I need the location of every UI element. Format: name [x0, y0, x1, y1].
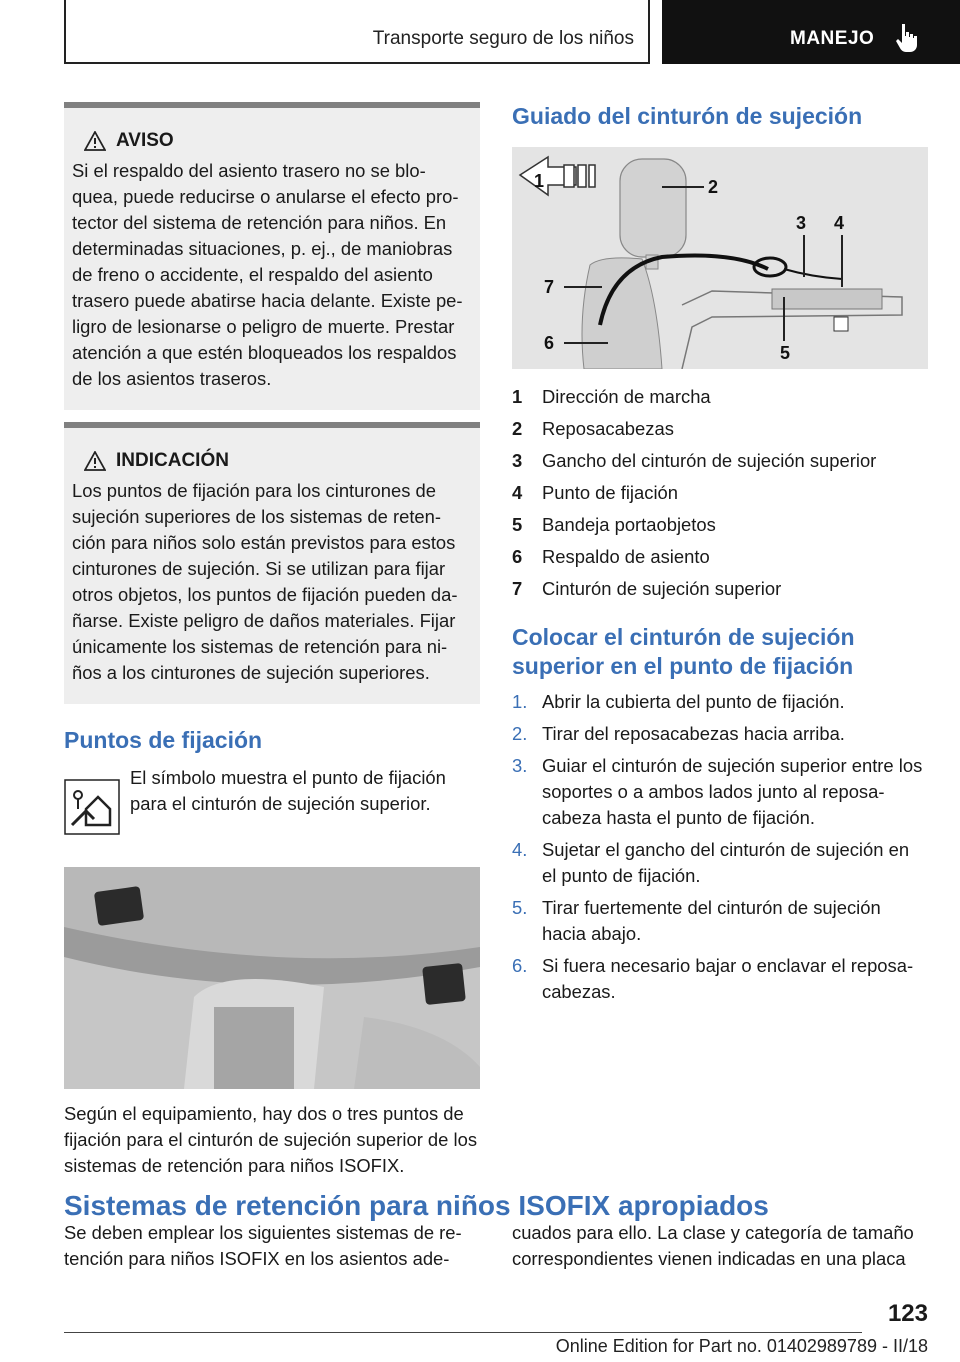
aviso-header: [84, 130, 466, 152]
symbol-row: [64, 765, 480, 835]
legend-number: 5: [512, 514, 523, 535]
list-item: [512, 953, 928, 1005]
legend-text: Reposacabezas: [542, 418, 674, 439]
legend-item: [512, 477, 928, 509]
left-column: [64, 102, 480, 1179]
indicacion-title: INDICACIÓN: [116, 450, 229, 471]
sistemas-text-right: cuados para ello. La clase y categoría de tamaño correspondientes vienen indicadas en una placa: [512, 1222, 914, 1269]
step-text: Tirar del reposacabezas hacia arriba.: [542, 723, 845, 744]
legend-item: [512, 413, 928, 445]
list-item: [512, 721, 928, 747]
diagram-label-6: 6: [544, 333, 555, 353]
legend-item: [512, 509, 928, 541]
step-number: 4.: [512, 839, 528, 860]
diagram-label-1: 1: [534, 171, 545, 191]
step-text: Guiar el cinturón de sujeción superior entre los soportes o a ambos lados junto al reposa- cabeza hasta el punto de fijación.: [542, 755, 923, 828]
legend-item: [512, 573, 928, 605]
step-number: 1.: [512, 691, 528, 712]
isofix-anchor-icon: [64, 779, 120, 835]
colocar-heading: Colocar el cinturón de sujeción superior en el punto de fijación: [512, 624, 855, 679]
header-chapter-tab: [64, 0, 650, 64]
steps-list: [512, 689, 928, 1005]
footer-divider: [64, 1332, 862, 1333]
legend-text: Gancho del cinturón de sujeción superior: [542, 450, 877, 471]
diagram-label-3: 3: [796, 213, 807, 233]
aviso-box: [64, 102, 480, 410]
footer-edition: Online Edition for Part no. 01402989789 - II/18: [555, 1336, 928, 1356]
chapter-title: Transporte seguro de los niños: [372, 28, 634, 49]
legend-text: Respaldo de asiento: [542, 546, 710, 567]
guiado-heading: Guiado del cinturón de sujeción: [512, 103, 863, 129]
aviso-text: Si el respaldo del asiento trasero no se blo- quea, puede reducirse o anularse el efecto pro- tector del sistema de retención para niños. En determinadas situaciones, p. ej., de maniobras de freno o accidente, el respaldo del asiento trasero puede abatirse hacia delante. Existe pe- ligro de lesionarse o peligro de muerte. Prestar atención a que estén bloqueados los respaldos de los asientos traseros.: [72, 160, 463, 389]
indicacion-header: [84, 450, 466, 472]
warning-triangle-icon: [84, 451, 106, 471]
hand-pointer-icon: [894, 22, 920, 52]
legend-text: Dirección de marcha: [542, 386, 711, 407]
legend-text: Punto de fijación: [542, 482, 678, 503]
list-item: [512, 837, 928, 889]
legend-item: [512, 541, 928, 573]
photo-caption: Según el equipamiento, hay dos o tres puntos de fijación para el cinturón de sujeción superior de los sistemas de retención para niños ISOFIX.: [64, 1103, 478, 1176]
step-text: Tirar fuertemente del cinturón de sujeción hacia abajo.: [542, 897, 881, 944]
right-column: [512, 102, 928, 1011]
aviso-title: AVISO: [116, 130, 174, 151]
section-label: MANEJO: [790, 28, 875, 49]
legend-number: 6: [512, 546, 523, 567]
legend-number: 2: [512, 418, 523, 439]
header-section-tab[interactable]: [662, 0, 960, 64]
list-item: [512, 895, 928, 947]
list-item: [512, 689, 928, 715]
diagram-label-7: 7: [544, 277, 555, 297]
legend-text: Bandeja portaobjetos: [542, 514, 716, 535]
diagram-legend: [512, 381, 928, 605]
legend-text: Cinturón de sujeción superior: [542, 578, 782, 599]
anchor-points-photo: [64, 867, 480, 1089]
diagram-label-4: 4: [834, 213, 845, 233]
legend-number: 3: [512, 450, 523, 471]
legend-number: 7: [512, 578, 523, 599]
sistemas-heading: Sistemas de retención para niños ISOFIX apropiados: [64, 1190, 769, 1221]
step-number: 2.: [512, 723, 528, 744]
symbol-text: El símbolo muestra el punto de fijación para el cinturón de sujeción superior.: [130, 767, 446, 814]
step-number: 6.: [512, 955, 528, 976]
legend-item: [512, 381, 928, 413]
step-text: Abrir la cubierta del punto de fijación.: [542, 691, 845, 712]
sistemas-text-left: Se deben emplear los siguientes sistemas de re- tención para niños ISOFIX en los asientos ade-: [64, 1222, 462, 1269]
indicacion-text: Los puntos de fijación para los cinturones de sujeción superiores de los sistemas de reten- ción para niños solo están previstos para estos cinturones de sujeción. Si se utilizan para fijar otros objetos, los puntos de fijación pueden da- ñarse. Existe peligro de daños materiales. Fijar únicamente los sistemas de retención para ni- ños a los cinturones de sujeción superiores.: [72, 480, 458, 683]
page-number: 123: [887, 1300, 928, 1327]
step-text: Si fuera necesario bajar o enclavar el reposa- cabezas.: [542, 955, 914, 1002]
step-number: 5.: [512, 897, 528, 918]
step-number: 3.: [512, 755, 528, 776]
diagram-label-5: 5: [780, 343, 791, 363]
diagram-label-2: 2: [708, 177, 719, 197]
warning-triangle-icon: [84, 131, 106, 151]
indicacion-box: [64, 422, 480, 704]
step-text: Sujetar el gancho del cinturón de sujeción en el punto de fijación.: [542, 839, 910, 886]
puntos-heading: Puntos de fijación: [64, 727, 263, 753]
list-item: [512, 753, 928, 831]
legend-number: 4: [512, 482, 523, 503]
belt-routing-diagram: [512, 147, 928, 369]
legend-item: [512, 445, 928, 477]
legend-number: 1: [512, 386, 523, 407]
